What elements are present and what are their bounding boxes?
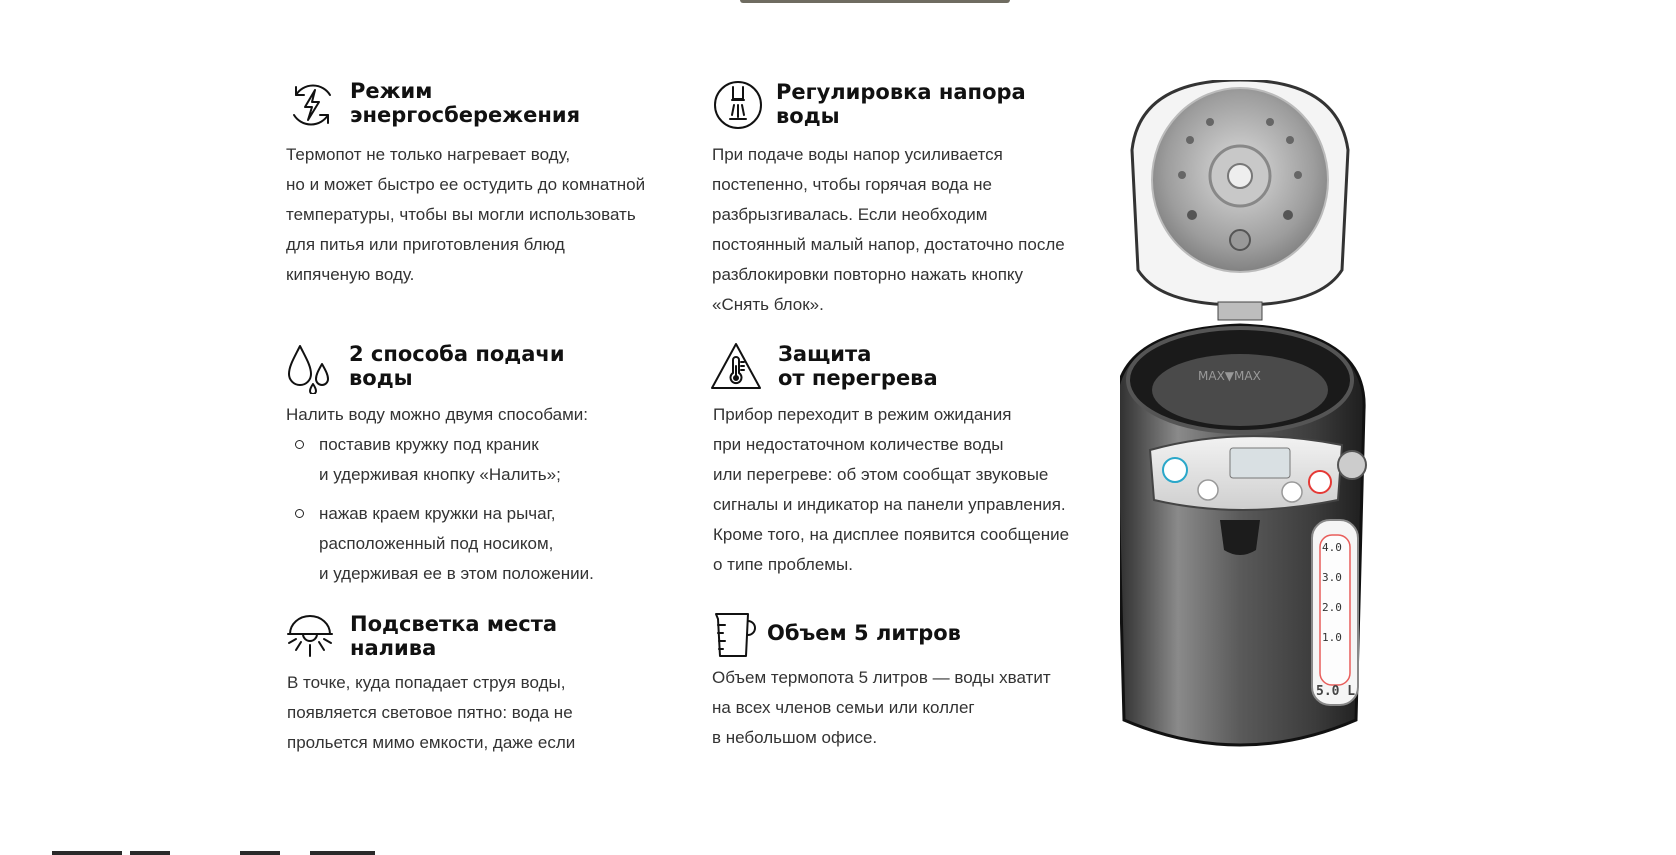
top-decoration-bar	[740, 0, 1010, 3]
feature-volume	[712, 609, 1112, 759]
text-line: расположенный под носиком,	[319, 534, 554, 553]
text-line: и удерживая ее в этом положении.	[319, 564, 594, 583]
text-line: разблокировки повторно нажать кнопку	[712, 265, 1024, 284]
feature-title-line: Подсветка места	[350, 612, 558, 636]
text-line: Кроме того, на дисплее появится сообщение	[713, 525, 1070, 544]
text-line: поставив кружку под краник	[319, 435, 539, 454]
gauge-mark: 1.0	[1322, 631, 1342, 644]
text-line: в небольшом офисе.	[712, 728, 878, 747]
lamp-icon	[286, 612, 338, 664]
lid-max-mark: MAX▼MAX	[1198, 369, 1261, 383]
bottom-decoration-bar	[240, 851, 280, 855]
bottom-decoration-bar	[52, 851, 122, 855]
text-line: сигналы и индикатор на панели управления.	[713, 495, 1066, 514]
gauge-label: 5.0 L	[1316, 684, 1356, 699]
feature-water-pressure	[712, 79, 1112, 319]
text-line: Термопот не только нагревает воду,	[286, 145, 571, 164]
feature-title-line: Режим	[350, 79, 433, 103]
text-line: постоянный малый напор, достаточно после	[712, 235, 1065, 254]
text-line: и удерживая кнопку «Налить»;	[319, 465, 561, 484]
feature-title-line: воды	[776, 104, 840, 128]
text-line: на всех членов семьи или коллег	[712, 698, 975, 717]
feature-title-line: воды	[349, 366, 413, 390]
text-line: «Снять блок».	[712, 295, 824, 314]
feature-spout-light	[286, 612, 686, 762]
feature-description	[287, 668, 575, 758]
water-drops-icon	[286, 342, 338, 394]
feature-title-line: от перегрева	[778, 366, 938, 390]
gauge-mark: 2.0	[1322, 601, 1342, 614]
feature-description	[713, 400, 1069, 580]
feature-title-line: 2 способа подачи	[349, 342, 565, 366]
bottom-decoration-bar	[310, 851, 375, 855]
gauge-mark: 3.0	[1322, 571, 1342, 584]
feature-description	[286, 140, 645, 290]
text-line: появляется световое пятно: вода не	[287, 703, 573, 722]
feature-dispense-modes	[286, 342, 686, 592]
text-line: Объем термопота 5 литров — воды хватит	[712, 668, 1051, 687]
feature-description	[712, 140, 1065, 320]
text-line: о типе проблемы.	[713, 555, 853, 574]
text-line: При подаче воды напор усиливается	[712, 145, 1003, 164]
feature-description	[286, 400, 588, 430]
dispense-options-list	[286, 430, 594, 598]
text-line: Налить воду можно двумя способами:	[286, 405, 588, 424]
feature-title-line: налива	[350, 636, 437, 660]
bottom-decoration-bar	[130, 851, 170, 855]
feature-overheat-protection	[710, 342, 1110, 582]
list-item	[286, 430, 594, 490]
text-line: разбрызгивалась. Если необходим	[712, 205, 988, 224]
text-line: кипяченую воду.	[286, 265, 415, 284]
feature-title-line: энергосбережения	[350, 103, 581, 127]
feature-title-line: Объем 5 литров	[767, 621, 961, 645]
thermopot-image	[1120, 80, 1390, 765]
text-line: прольется мимо емкости, даже если	[287, 733, 576, 752]
feature-title-line: Защита	[778, 342, 872, 366]
measuring-cup-icon	[712, 609, 764, 661]
text-line: нажав краем кружки на рычаг,	[319, 504, 556, 523]
text-line: Прибор переходит в режим ожидания	[713, 405, 1012, 424]
text-line: В точке, куда попадает струя воды,	[287, 673, 566, 692]
gauge-mark: 4.0	[1322, 541, 1342, 554]
feature-description	[712, 663, 1051, 753]
text-line: для питья или приготовления блюд	[286, 235, 565, 254]
energy-saving-icon	[286, 79, 338, 131]
text-line: но и может быстро ее остудить до комнатной	[286, 175, 646, 194]
text-line: или перегреве: об этом сообщат звуковые	[713, 465, 1049, 484]
text-line: температуры, чтобы вы могли использовать	[286, 205, 636, 224]
list-item	[286, 499, 594, 589]
text-line: при недостаточном количестве воды	[713, 435, 1004, 454]
feature-title-line: Регулировка напора	[776, 80, 1026, 104]
text-line: постепенно, чтобы горячая вода не	[712, 175, 992, 194]
overheat-warning-icon	[710, 342, 762, 394]
feature-energy-saving	[286, 79, 686, 289]
water-flow-icon	[712, 79, 764, 131]
